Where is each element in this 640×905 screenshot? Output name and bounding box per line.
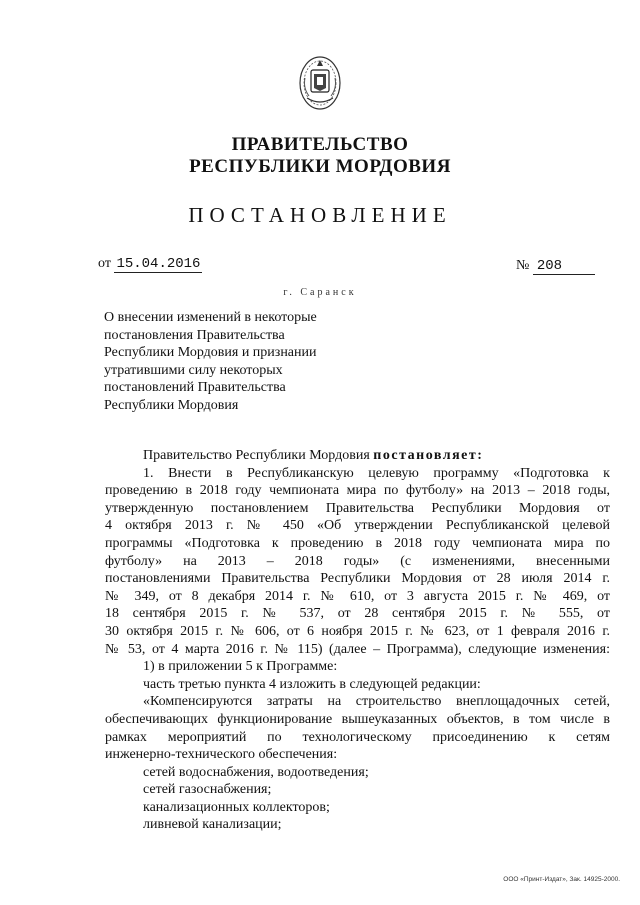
preamble-decree-word: постановляет:	[373, 448, 484, 463]
document-type-title: ПОСТАНОВЛЕНИЕ	[188, 203, 452, 227]
number-value: 208	[533, 258, 595, 275]
subject-line: Республики Мордовия и признании	[104, 345, 317, 361]
body-line: программы «Подготовка к проведению в 2018 году чемпионата мира по	[105, 535, 610, 551]
government-name-line2: РЕСПУБЛИКИ МОРДОВИЯ	[189, 156, 451, 177]
decree-body	[105, 447, 610, 834]
body-line: № 349, от 8 декабря 2014 г. № 610, от 3 августа 2015 г. № 469, от	[105, 588, 610, 604]
number-field	[516, 258, 595, 275]
body-line: утвержденную постановлением Правительства Республики Мордовия от	[105, 500, 610, 516]
body-line: инженерно-технического обеспечения:	[105, 747, 338, 763]
body-line: футболу» на 2013 – 2018 годы» (с изменениями, внесенными	[105, 553, 610, 569]
body-line: постановлениями Правительства Республики Мордовия от 28 июля 2014 г.	[105, 571, 610, 587]
subject-line: утратившими силу некоторых	[104, 362, 283, 378]
body-line: сетей газоснабжения;	[143, 782, 272, 798]
body-line: 1. Внести в Республиканскую целевую программу «Подготовка к	[143, 465, 610, 481]
body-line: 1) в приложении 5 к Программе:	[143, 659, 338, 675]
number-prefix: №	[516, 258, 530, 273]
preamble-text: Правительство Республики Мордовия	[143, 448, 370, 463]
subject-block	[104, 309, 404, 415]
body-line: проведению в 2018 году чемпионата мира по футболу» на 2013 – 2018 годы,	[105, 483, 610, 499]
body-line: 18 сентября 2015 г. № 537, от 28 сентября 2015 г. № 555, от	[105, 606, 610, 622]
body-line: сетей водоснабжения, водоотведения;	[143, 764, 369, 780]
body-line: № 53, от 4 марта 2016 г. № 115) (далее – Программа), следующие изменения:	[105, 641, 610, 657]
body-line: часть третью пункта 4 изложить в следующей редакции:	[143, 676, 481, 692]
date-field	[98, 256, 202, 273]
preamble	[105, 447, 610, 465]
city-label: г. Саранск	[283, 287, 357, 298]
body-line: 30 октября 2015 г. № 606, от 6 ноября 2015 г. № 623, от 1 февраля 2016 г.	[105, 623, 610, 639]
body-line: ливневой канализации;	[143, 817, 282, 833]
date-prefix: от	[98, 256, 111, 271]
subject-line: О внесении изменений в некоторые	[104, 310, 317, 325]
subject-line: Республики Мордовия	[104, 397, 239, 413]
body-line: канализационных коллекторов;	[143, 799, 330, 815]
body-line: «Компенсируются затраты на строительство внеплощадочных сетей,	[143, 694, 610, 710]
government-name-line1: ПРАВИТЕЛЬСТВО	[231, 134, 409, 155]
date-value: 15.04.2016	[116, 256, 201, 272]
body-line: обеспечивающих функционирование вышеуказанных объектов, в том числе в	[105, 711, 610, 727]
body-line: 4 октября 2013 г. № 450 «Об утверждении Республиканской целевой	[105, 518, 610, 534]
subject-line: постановления Правительства	[104, 327, 285, 343]
coat-of-arms-emblem	[297, 54, 343, 112]
subject-line: постановлений Правительства	[104, 380, 286, 396]
printer-footer: ООО «Принт-Издат», Зак. 14925-2000.	[503, 876, 620, 883]
body-line: рамках мероприятий по технологическому присоединению к сетям	[105, 729, 610, 745]
